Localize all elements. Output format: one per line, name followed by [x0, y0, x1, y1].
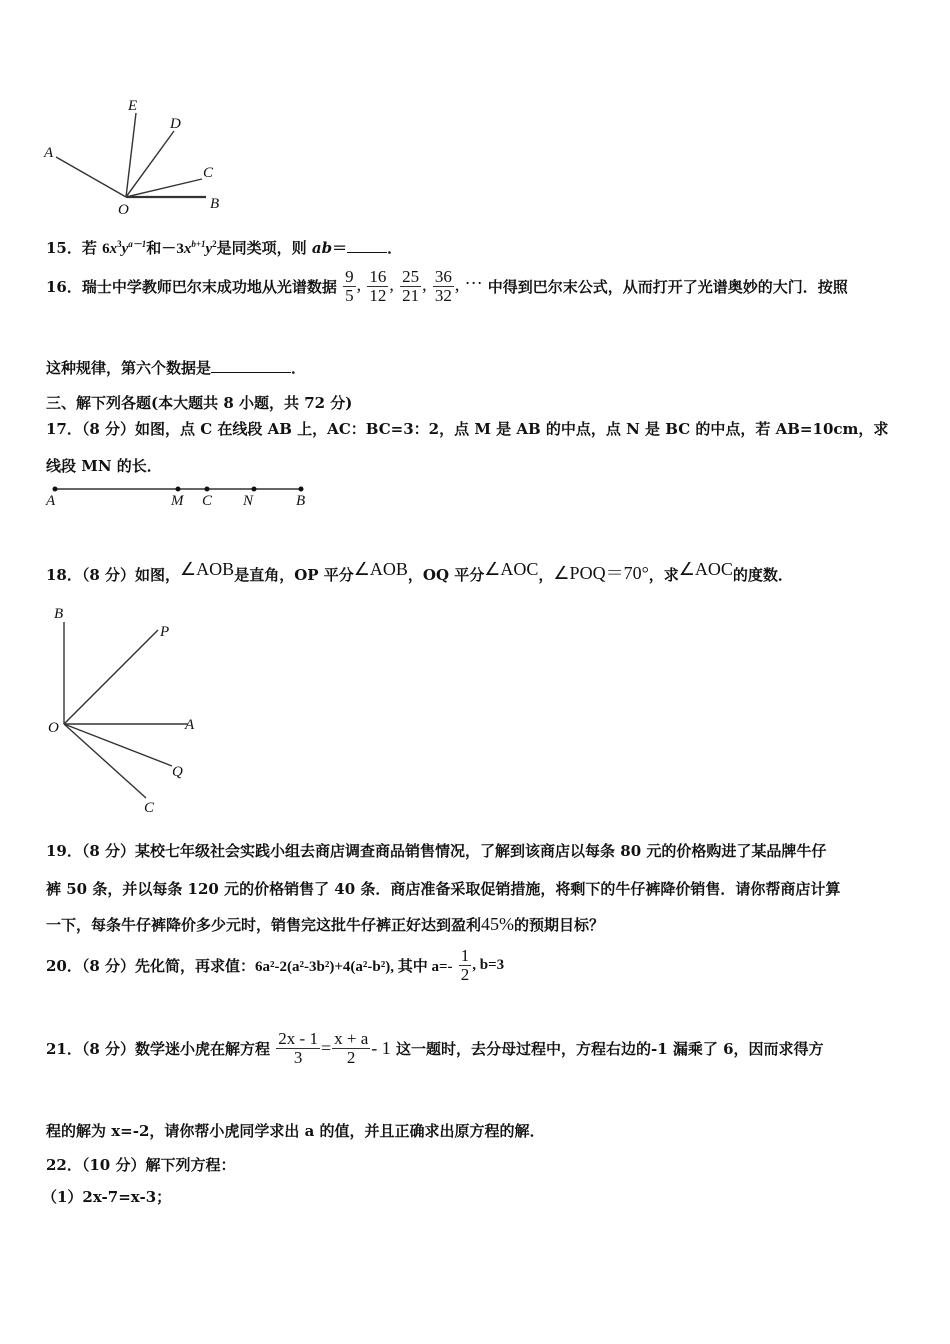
point-b [299, 487, 304, 492]
label-c: C [203, 165, 214, 181]
angle-figure-q15 [40, 95, 240, 220]
ray-oc [64, 724, 146, 798]
label-d: D [170, 116, 181, 132]
question-16-line2: 这种规律，第六个数据是 ． [46, 359, 307, 377]
label-e: E [128, 98, 138, 114]
point-m [176, 487, 181, 492]
fraction-2: $\frac{16}{12}$ [369, 267, 387, 305]
answer-blank-15[interactable] [347, 238, 387, 253]
label-p: P [160, 624, 170, 640]
label-q: Q [172, 764, 183, 780]
label-a: A [185, 717, 195, 733]
label-b: B [296, 493, 306, 509]
ray-oq [64, 724, 172, 766]
label-b: B [54, 606, 64, 622]
ray-oa [56, 157, 126, 197]
section-3-header: 三、解下列各题(本大题共 8 小题，共 72 分) [46, 394, 353, 412]
label-o: O [118, 202, 129, 218]
question-17: 17．（8 分）如图，点 C 在线段 AB 上，AC：BC=3：2，点 M 是 AB 的中点，点 N 是 BC 的中点，若 AB=10cm，求 [46, 420, 889, 438]
point-a [53, 487, 58, 492]
question-17-line2: 线段 MN 的长． [46, 457, 162, 475]
point-c [205, 487, 210, 492]
fraction-3: $\frac{25}{21}$ [402, 267, 420, 305]
label-c: C [144, 800, 155, 816]
ray-op [64, 630, 158, 724]
equation-lhs: $\frac{2x - 1}{3}$ [278, 1029, 318, 1067]
angle-figure-q18 [40, 600, 210, 820]
question-22: 22．（10 分）解下列方程： [46, 1156, 236, 1174]
point-n [252, 487, 257, 492]
question-20: 20．（8 分）先化简，再求值：6a²-2(a²-3b²)+4(a²-b²), 其中 a=- $\frac{1}{2}$ , b=3 [46, 946, 505, 984]
question-19-line2: 裤 50 条，并以每条 120 元的价格销售了 40 条．商店准备采取促销措施，将剩下的牛仔裤降价销售．请你帮商店计算 [46, 880, 841, 898]
label-n: N [243, 493, 254, 509]
segment-figure-q17 [40, 480, 320, 512]
question-22-item-1: （1）2x-7=x-3； [42, 1188, 172, 1206]
equation-rhs: $\frac{x + a}{2}$ [334, 1029, 369, 1067]
question-21-line2: 程的解为 x=-2，请你帮小虎同学求出 a 的值，并且正确求出原方程的解． [46, 1122, 545, 1140]
fraction-1: $\frac{9}{5}$ [345, 267, 354, 305]
label-o: O [48, 720, 59, 736]
question-21: 21．（8 分）数学迷小虎在解方程 $\frac{2x - 1}{3}$ = $\frac{x + a}{2}$ - 1 这一题时，去分母过程中，方程右边的-1 漏乘了 6，因而求得方 [46, 1029, 824, 1067]
question-16: 16．瑞士中学教师巴尔末成功地从光谱数据 $\frac{9}{5}$ , $\frac{16}{12}$ , $\frac{25}{21}$ , $\frac{36}{32}$ , … 中得到巴尔末公式，从而打开了光谱奥妙的大门．按照 [46, 267, 848, 305]
label-b: B [210, 196, 220, 212]
question-15: 15．若 $6x^3y^{a-1}$和$-3x^{b+1}y^2$是同类项，则 ab＝ ． [46, 239, 403, 257]
label-a: A [46, 493, 56, 509]
label-a: A [44, 145, 54, 161]
label-c: C [202, 493, 213, 509]
question-18: 18．（8 分）如图，∠AOB是直角，OP 平分∠AOB，OQ 平分∠AOC，∠POQ＝70°，求∠AOC的度数． [46, 559, 793, 584]
question-19-line3: 一下，每条牛仔裤降价多少元时，销售完这批牛仔裤正好达到盈利45%的预期目标？ [46, 914, 605, 934]
fraction-half: $\frac{1}{2}$ [460, 946, 470, 984]
fraction-4: $\frac{36}{32}$ [434, 267, 452, 305]
label-m: M [171, 493, 184, 509]
answer-blank-16[interactable] [211, 358, 291, 373]
question-19: 19．（8 分）某校七年级社会实践小组去商店调查商品销售情况，了解到该商店以每条 80 元的价格购进了某品牌牛仔 [46, 842, 827, 860]
